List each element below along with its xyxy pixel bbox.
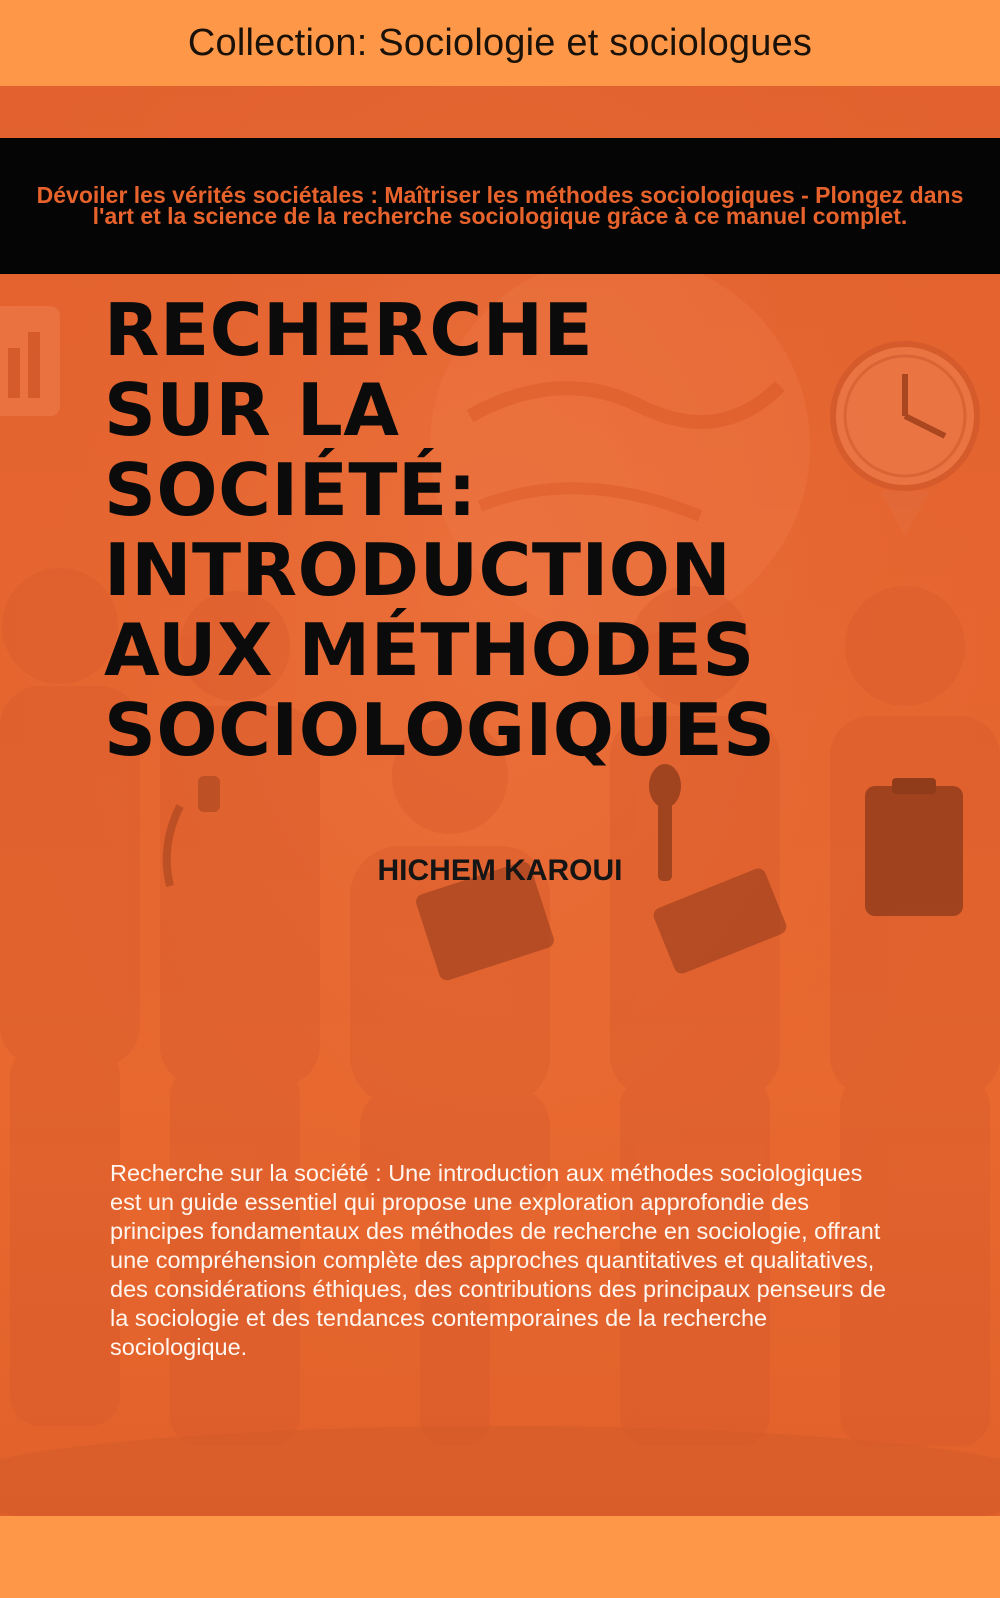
title-line: SOCIOLOGIQUES	[104, 688, 776, 772]
clipboard-icon	[865, 778, 963, 916]
chart-icon	[0, 306, 60, 416]
author-name: HICHEM KAROUI	[377, 854, 623, 887]
book-title	[104, 290, 964, 770]
title-line: AUX MÉTHODES	[104, 608, 755, 692]
book-description: Recherche sur la société : Une introduction aux méthodes sociologiques est un guide essentiel qui propose une exploration approfondie des principes fondamentaux des méthodes de recherche en sociologie, offrant une compréhension complète des approches quantitatives et qualitatives, des considérations éthiques, des contributions des principaux penseurs de la sociologie et des tendances contemporaines de la recherche sociologique.	[110, 1160, 886, 1360]
collection-header	[0, 0, 1000, 86]
book-cover	[0, 86, 1000, 1516]
title-line: RECHERCHE	[104, 288, 594, 372]
collection-label: Collection: Sociologie et sociologues	[187, 21, 813, 64]
title-line: SOCIÉTÉ:	[104, 448, 477, 532]
footer-band	[0, 1516, 1000, 1598]
tagline-band	[0, 138, 1000, 274]
tagline: Dévoiler les vérités sociétales : Maîtriser les méthodes sociologiques - Plongez dans l'art et la science de la recherche sociologique grâce à ce manuel complet.	[36, 182, 964, 229]
title-line: INTRODUCTION	[104, 528, 732, 612]
title-line: SUR LA	[104, 368, 400, 452]
